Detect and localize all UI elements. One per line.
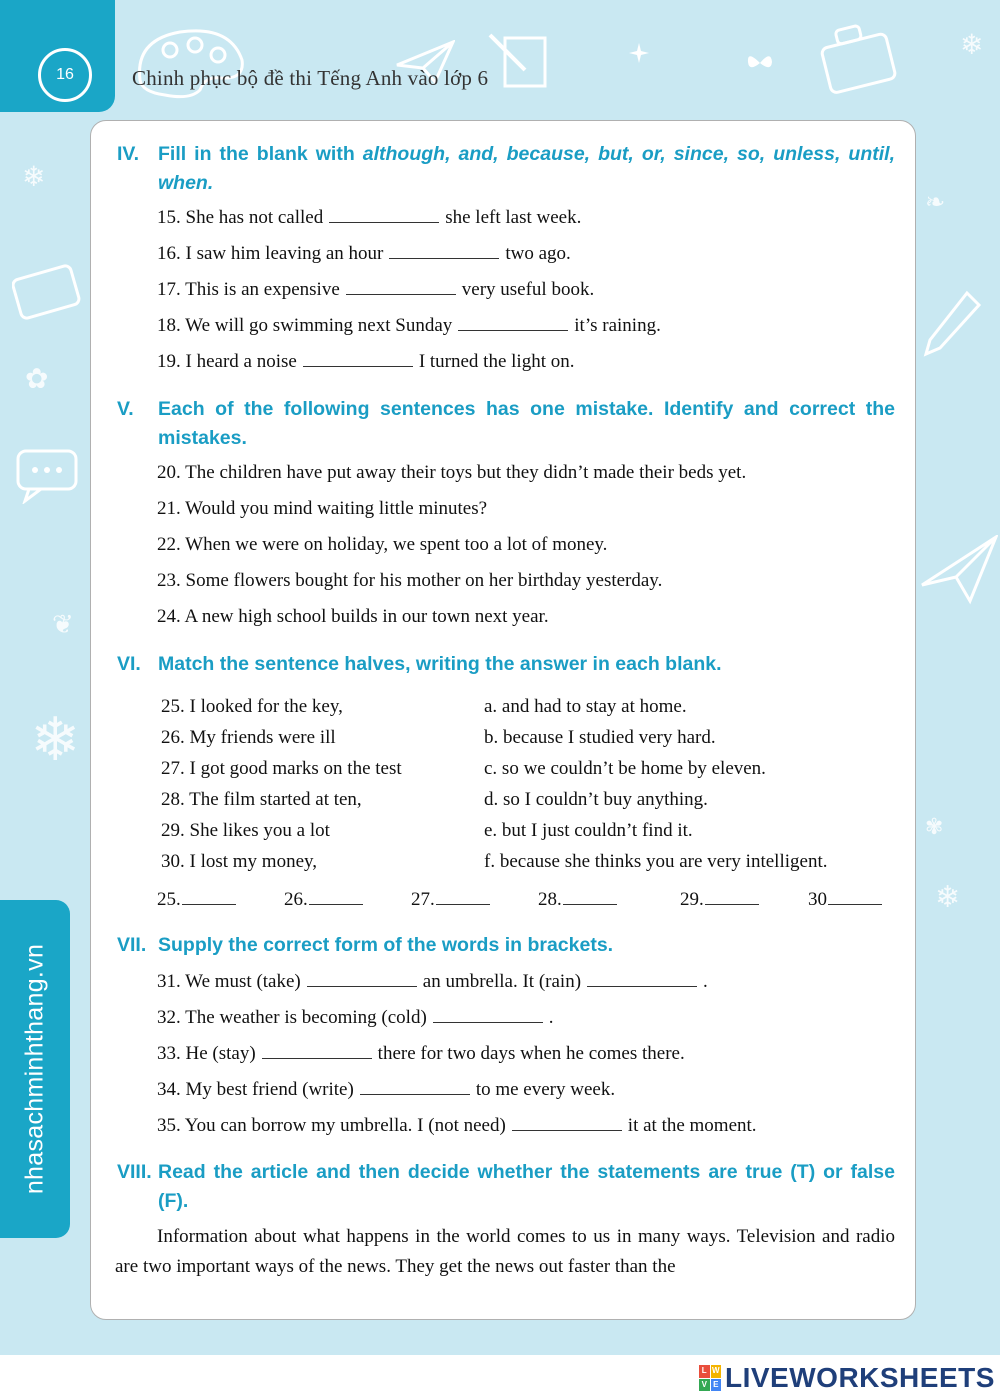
match-right-item: e. but I just couldn’t find it. (484, 820, 693, 841)
match-right-item: b. because I studied very hard. (484, 727, 716, 748)
logo-letter: W (711, 1365, 722, 1378)
section-instruction: Match the sentence halves, writing the answer in each blank. (158, 653, 722, 675)
exercise-item (157, 971, 708, 993)
section-v-heading (117, 395, 895, 453)
answer-blank[interactable] (346, 280, 456, 295)
match-answer (284, 889, 363, 911)
answer-blank[interactable] (262, 1044, 372, 1059)
page-number: 16 (38, 48, 92, 102)
match-answer (411, 889, 490, 911)
snowflake-icon: ❄ (935, 880, 961, 915)
snowflake-icon: ❄ (960, 28, 984, 61)
section-instruction: Supply the correct form of the words in brackets. (158, 934, 614, 956)
answer-label: 26. (284, 889, 308, 910)
pencil-icon (922, 290, 982, 360)
exercise-item: 24. A new high school builds in our town next year. (157, 606, 549, 627)
item-text: . (548, 1007, 554, 1028)
exercise-item (157, 279, 594, 301)
exercise-item (157, 1043, 685, 1065)
star-icon (628, 42, 650, 64)
section-instruction (158, 140, 895, 198)
match-left-item: 25. I looked for the key, (161, 696, 343, 717)
item-text: there for two days when he comes there. (377, 1043, 685, 1064)
item-text: 18. We will go swimming next Sunday (157, 315, 453, 336)
exercise-item (157, 315, 661, 337)
snowflake-icon: ❄ (22, 160, 46, 193)
answer-blank[interactable] (705, 894, 759, 905)
logo-letter: E (711, 1379, 722, 1392)
match-left-item: 27. I got good marks on the test (161, 758, 402, 779)
exercise-item: 21. Would you mind waiting little minutes? (157, 498, 488, 519)
item-text: it at the moment. (627, 1115, 757, 1136)
match-right-item: f. because she thinks you are very intelligent. (484, 851, 828, 872)
paper-plane-icon (920, 535, 998, 605)
match-answer (680, 889, 759, 911)
match-left-item: 30. I lost my money, (161, 851, 318, 872)
publisher-url: nhasachminhthang.vn (20, 943, 49, 1195)
item-text: 16. I saw him leaving an hour (157, 243, 384, 264)
match-answer (157, 889, 236, 911)
exercise-item (157, 243, 571, 265)
butterfly-icon: ✾ (925, 815, 944, 840)
snowflake-icon: ❄ (30, 705, 81, 775)
item-text: to me every week. (475, 1079, 616, 1100)
answer-blank[interactable] (512, 1116, 622, 1131)
item-text: an umbrella. It (rain) (422, 971, 582, 992)
brand-name: LIVEWORKSHEETS (725, 1362, 995, 1393)
answer-label: 25. (157, 889, 181, 910)
instruction-words: although, and, because, but, or, since, so, unless, until, when. (158, 143, 895, 194)
logo-letter: L (699, 1365, 710, 1378)
item-text: 34. My best friend (write) (157, 1079, 354, 1100)
match-right-item: d. so I couldn’t buy anything. (484, 789, 708, 810)
answer-blank[interactable] (563, 894, 617, 905)
worksheet-card (90, 120, 916, 1320)
logo-grid-icon (699, 1365, 721, 1391)
match-answer (538, 889, 617, 911)
answer-blank[interactable] (360, 1080, 470, 1095)
exercise-item (157, 1115, 757, 1137)
leaf-icon: ❧ (925, 188, 946, 216)
exercise-item: 22. When we were on holiday, we spent too a lot of money. (157, 534, 608, 555)
item-text: I turned the light on. (418, 351, 575, 372)
item-text: 31. We must (take) (157, 971, 301, 992)
match-left-item: 29. She likes you a lot (161, 820, 330, 841)
answer-blank[interactable] (389, 244, 499, 259)
exercise-item: 23. Some flowers bought for his mother on her birthday yesterday. (157, 570, 663, 591)
answer-blank[interactable] (309, 894, 363, 905)
answer-blank[interactable] (303, 352, 413, 367)
item-text: it’s raining. (574, 315, 661, 336)
match-left-item: 26. My friends were ill (161, 727, 336, 748)
answer-blank[interactable] (436, 894, 490, 905)
exercise-item (157, 1079, 615, 1101)
exercise-item (157, 351, 574, 373)
briefcase-icon (12, 258, 84, 322)
section-vi-heading (117, 650, 895, 679)
answer-label: 27. (411, 889, 435, 910)
answer-blank[interactable] (307, 972, 417, 987)
item-text: 32. The weather is becoming (cold) (157, 1007, 427, 1028)
section-number: VIII. (117, 1161, 152, 1183)
section-number: V. (117, 398, 134, 420)
answer-blank[interactable] (458, 316, 568, 331)
pencil-paper-icon (485, 30, 555, 90)
liveworksheets-logo (699, 1362, 995, 1394)
answer-label: 29. (680, 889, 704, 910)
section-number: VII. (117, 934, 147, 956)
match-answer (808, 889, 882, 911)
item-text: she left last week. (445, 207, 582, 228)
answer-blank[interactable] (182, 894, 236, 905)
answer-blank[interactable] (329, 208, 439, 223)
answer-blank[interactable] (433, 1008, 543, 1023)
answer-blank[interactable] (587, 972, 697, 987)
book-title: Chinh phục bộ đề thi Tếng Anh vào lớp 6 (132, 66, 489, 90)
answer-blank[interactable] (828, 894, 882, 905)
exercise-item: 20. The children have put away their toys but they didn’t made their beds yet. (157, 462, 747, 483)
match-right-item: c. so we couldn’t be home by eleven. (484, 758, 766, 779)
exercise-item (157, 1007, 554, 1029)
section-vii-heading (117, 931, 895, 960)
leaf-icon: ❦ (52, 610, 74, 640)
item-text: . (703, 971, 708, 992)
section-instruction: Each of the following sentences has one mistake. Identify and correct the mistakes. (158, 398, 895, 449)
match-right-item: a. and had to stay at home. (484, 696, 687, 717)
section-number: VI. (117, 653, 141, 675)
section-number: IV. (117, 143, 140, 165)
section-viii-heading (117, 1158, 895, 1216)
answer-label: 30 (808, 889, 827, 910)
logo-letter: V (699, 1379, 710, 1392)
item-text: 19. I heard a noise (157, 351, 297, 372)
chat-bubble-icon (15, 448, 81, 504)
instruction-lead: Fill in the blank with (158, 143, 363, 165)
item-text: very useful book. (461, 279, 595, 300)
item-text: two ago. (505, 243, 571, 264)
exercise-item (157, 207, 581, 229)
leaf-icon: ✿ (25, 362, 49, 395)
item-text: 33. He (stay) (157, 1043, 256, 1064)
reading-paragraph: Information about what happens in the world comes to us in many ways. Television and radio are two important ways of the news. They get the news out faster than the (115, 1226, 895, 1277)
item-text: 15. She has not called (157, 207, 324, 228)
item-text: 17. This is an expensive (157, 279, 340, 300)
item-text: 35. You can borrow my umbrella. I (not need) (157, 1115, 506, 1136)
match-left-item: 28. The film started at ten, (161, 789, 362, 810)
bag-icon (820, 20, 900, 95)
answer-label: 28. (538, 889, 562, 910)
butterfly-icon (745, 50, 775, 76)
section-iv-heading (117, 140, 895, 198)
section-instruction: Read the article and then decide whether the statements are true (T) or false (F). (158, 1161, 895, 1212)
